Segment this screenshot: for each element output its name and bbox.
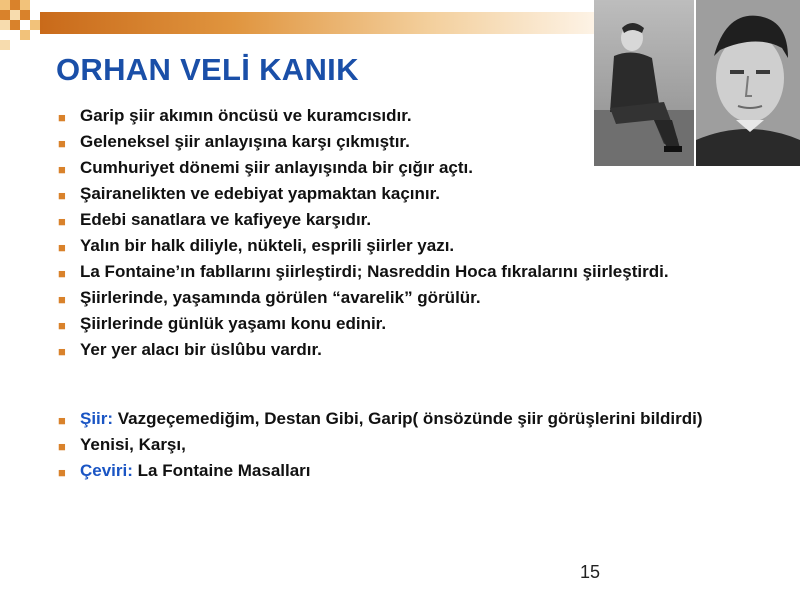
bullet-marker-icon: ■	[58, 188, 66, 203]
list-item: ■ Edebi sanatlara ve kafiyeye karşıdır.	[58, 210, 372, 229]
slide-title: ORHAN VELİ KANIK	[56, 52, 359, 87]
bullet-marker-icon: ■	[58, 240, 66, 255]
bullet-marker-icon: ■	[58, 110, 66, 125]
list-item: ■ Yalın bir halk diliyle, nükteli, esprili şiirler yazı.	[58, 236, 455, 255]
bullet-list	[58, 106, 748, 487]
list-item: ■ Şairanelikten ve edebiyat yapmaktan kaçınır.	[58, 184, 441, 203]
list-item: ■ Yer yer alacı bir üslûbu vardır.	[58, 340, 322, 359]
bullet-marker-icon: ■	[58, 136, 66, 151]
works-item-poetry-cont: ■ Yenisi, Karşı,	[58, 435, 186, 454]
works-item-translation: ■ Çeviri: La Fontaine Masalları	[58, 461, 311, 480]
list-item: ■ Garip şiir akımın öncüsü ve kuramcısıdır.	[58, 106, 412, 125]
list-item: ■ Cumhuriyet dönemi şiir anlayışında bir çığır açtı.	[58, 158, 473, 177]
list-item: ■ Geleneksel şiir anlayışına karşı çıkmıştır.	[58, 132, 410, 151]
list-item: ■ La Fontaine’ın fabllarını şiirleştirdi; Nasreddin Hoca fıkralarını şiirleştirdi.	[58, 262, 669, 281]
works-label: Çeviri:	[80, 461, 133, 480]
bullet-marker-icon: ■	[58, 318, 66, 333]
page-number: 15	[580, 562, 601, 582]
bullet-marker-icon: ■	[58, 465, 66, 480]
bullet-marker-icon: ■	[58, 344, 66, 359]
bullet-marker-icon: ■	[58, 292, 66, 307]
bullet-marker-icon: ■	[58, 439, 66, 454]
bullet-marker-icon: ■	[58, 266, 66, 281]
list-item: ■ Şiirlerinde günlük yaşamı konu edinir.	[58, 314, 387, 333]
bullet-marker-icon: ■	[58, 214, 66, 229]
works-item-poetry: ■ Şiir: Vazgeçemediğim, Destan Gibi, Garip( önsözünde şiir görüşlerini bildirdi)	[58, 409, 703, 428]
bullet-marker-icon: ■	[58, 162, 66, 177]
bullet-marker-icon: ■	[58, 413, 66, 428]
title-bar-decoration	[40, 12, 595, 34]
works-label: Şiir:	[80, 409, 114, 428]
list-item: ■ Şiirlerinde, yaşamında görülen “avarelik” görülür.	[58, 288, 481, 307]
